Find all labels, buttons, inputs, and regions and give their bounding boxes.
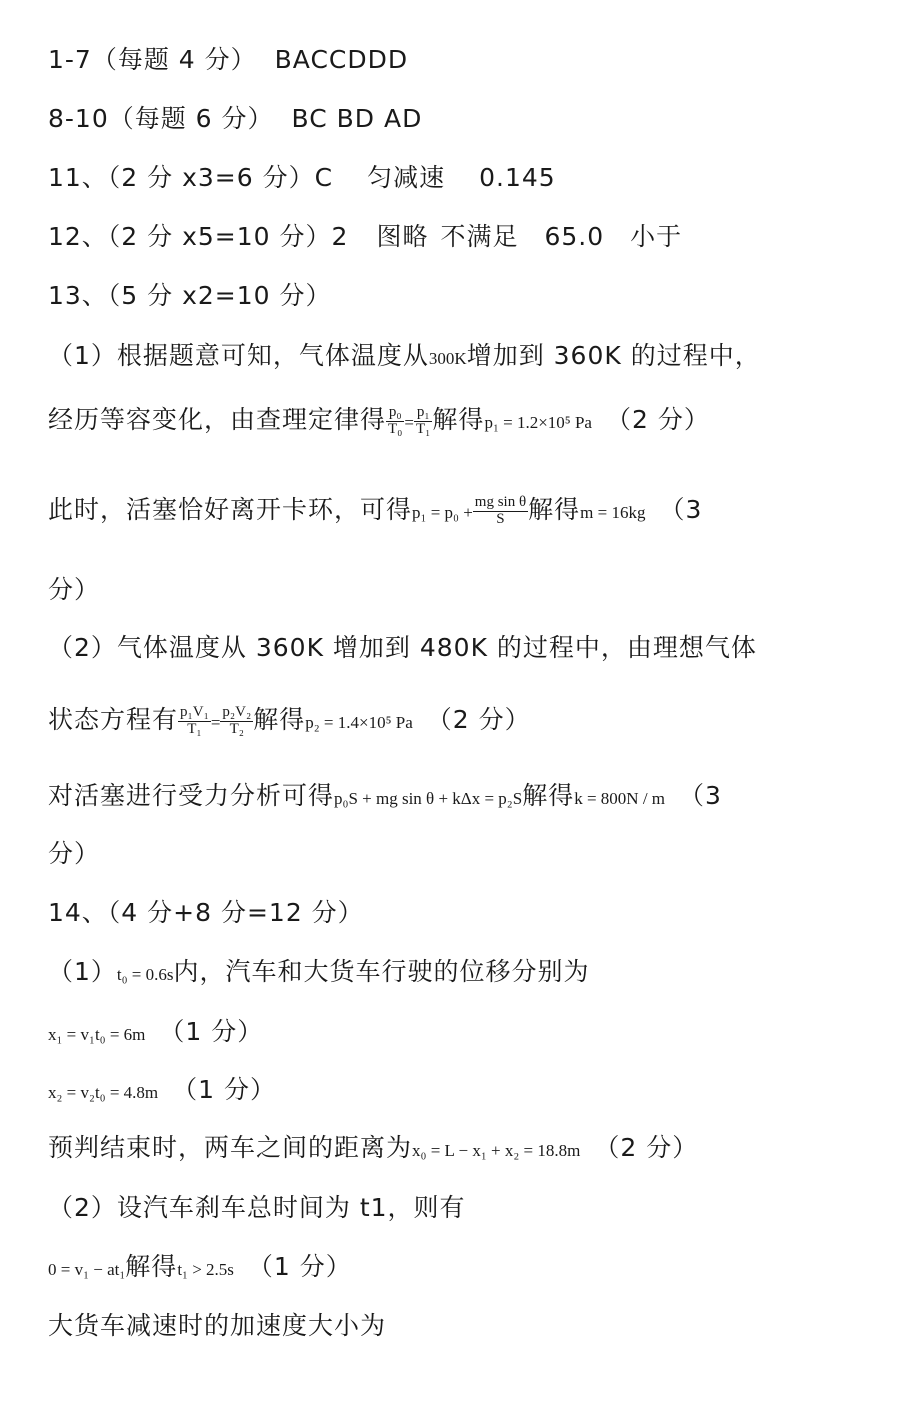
score: （1 分） [172,1075,277,1104]
numerator: mg sin θ [474,493,527,510]
text: 对活塞进行受力分析可得 [48,781,335,810]
formula: m = 16kg [580,503,646,522]
q13-part1-line4 [48,570,100,606]
denominator: T₂ [229,720,244,737]
fraction [178,705,211,738]
numerator: p₁V₁ [180,703,209,720]
denominator: T₁ [187,720,202,737]
score: （2 分） [594,1133,699,1162]
equals: = [210,713,221,732]
formula: t₀ = 0.6s [116,965,174,984]
text: （1）根据题意可知，气体温度从 [48,341,429,370]
q14-part2-line3 [48,1306,386,1342]
denominator: T₀ [388,420,403,437]
text: 内，汽车和大货车行驶的位移分别为 [173,957,590,986]
q13-part2-line4 [48,834,100,870]
text: 解得 [253,705,306,734]
q14-part2-line1 [48,1188,466,1224]
answer-value: 不满足 [440,222,519,251]
q14-head [48,893,364,929]
text: （1） [48,957,117,986]
answer-value: 匀减速 [367,163,446,192]
text: 分） [48,839,101,868]
q14-part1-line2 [48,1012,263,1048]
answer-line-11 [48,158,556,194]
text: 此时，活塞恰好离开卡环，可得 [48,495,413,524]
formula: p₀S + mg sin θ + kΔx = p₂S [334,789,523,808]
answer-value: 图略 [376,222,429,251]
text: 状态方程有 [48,705,179,734]
text: （2）气体温度从 360K 增加到 480K 的过程中，由理想气体 [48,633,757,662]
numerator: p₁ [414,405,432,422]
fraction [473,495,528,528]
formula: x₀ = L − x₁ + x₂ = 18.8m [412,1141,581,1160]
score: （2 分） [426,705,531,734]
equals: = [404,413,415,432]
text: 解得 [522,781,575,810]
answer-value: 65.0 [544,222,605,251]
q13-part1-line3 [48,490,702,527]
fraction [386,405,404,438]
formula: k = 800N / m [574,789,666,808]
q14-part1-line1 [48,952,590,988]
formula: 0 = v₁ − at₁ [48,1260,126,1279]
answer-value: BC BD AD [291,104,423,133]
text: 经历等容变化，由查理定律得 [48,405,387,434]
fraction [414,405,432,438]
text: 预判结束时，两车之间的距离为 [48,1133,413,1162]
text: 解得 [125,1252,178,1281]
text: 14、（4 分+8 分=12 分） [48,898,364,927]
score: （1 分） [247,1252,352,1281]
denominator: T₁ [416,420,431,437]
q14-part1-line4 [48,1128,698,1164]
text: 增加到 360K 的过程中， [466,341,761,370]
formula: p₂ = 1.4×10⁵ Pa [305,713,413,732]
numerator: p₀ [386,405,404,422]
formula: 300K [428,349,467,368]
formula: x₂ = v₂t₀ = 4.8m [48,1083,159,1102]
answer-head: 12、（2 分 x5=10 分）2 [48,222,349,251]
answer-line-1-7 [48,40,408,76]
answer-head: 1-7（每题 4 分） [48,45,257,74]
answer-line-12 [48,217,682,253]
score: （3 [659,495,703,524]
answer-line-8-10 [48,99,422,135]
formula: p₁ = 1.2×10⁵ Pa [484,413,592,432]
text: （2）设汽车刹车总时间为 t1，则有 [48,1193,466,1222]
q14-part1-line3 [48,1070,276,1106]
text: 分） [48,575,101,604]
score: （1 分） [159,1017,264,1046]
answer-value: BACCDDD [274,45,409,74]
answer-head: 13、（5 分 x2=10 分） [48,281,332,310]
denominator: S [496,510,505,527]
formula: x₁ = v₁t₀ = 6m [48,1025,146,1044]
answer-line-13-head [48,276,332,312]
q13-part2-line1 [48,628,757,664]
answer-head: 11、（2 分 x3=6 分）C [48,163,334,192]
q13-part1-line1 [48,336,761,372]
formula: t₁ > 2.5s [177,1260,234,1279]
text: 解得 [528,495,581,524]
answer-value: 0.145 [479,163,556,192]
q13-part1-line2 [48,400,710,437]
q13-part2-line2 [48,700,531,737]
text: 大货车减速时的加速度大小为 [48,1311,387,1340]
numerator: p₂V₂ [222,703,252,720]
answer-head: 8-10（每题 6 分） [48,104,274,133]
q14-part2-line2 [48,1247,352,1283]
text: 解得 [432,405,485,434]
formula: p₁ = p₀ + [412,503,473,522]
score: （3 [679,781,722,810]
q13-part2-line3 [48,776,722,812]
score: （2 分） [605,405,710,434]
answer-value: 小于 [630,222,683,251]
fraction [220,705,253,738]
